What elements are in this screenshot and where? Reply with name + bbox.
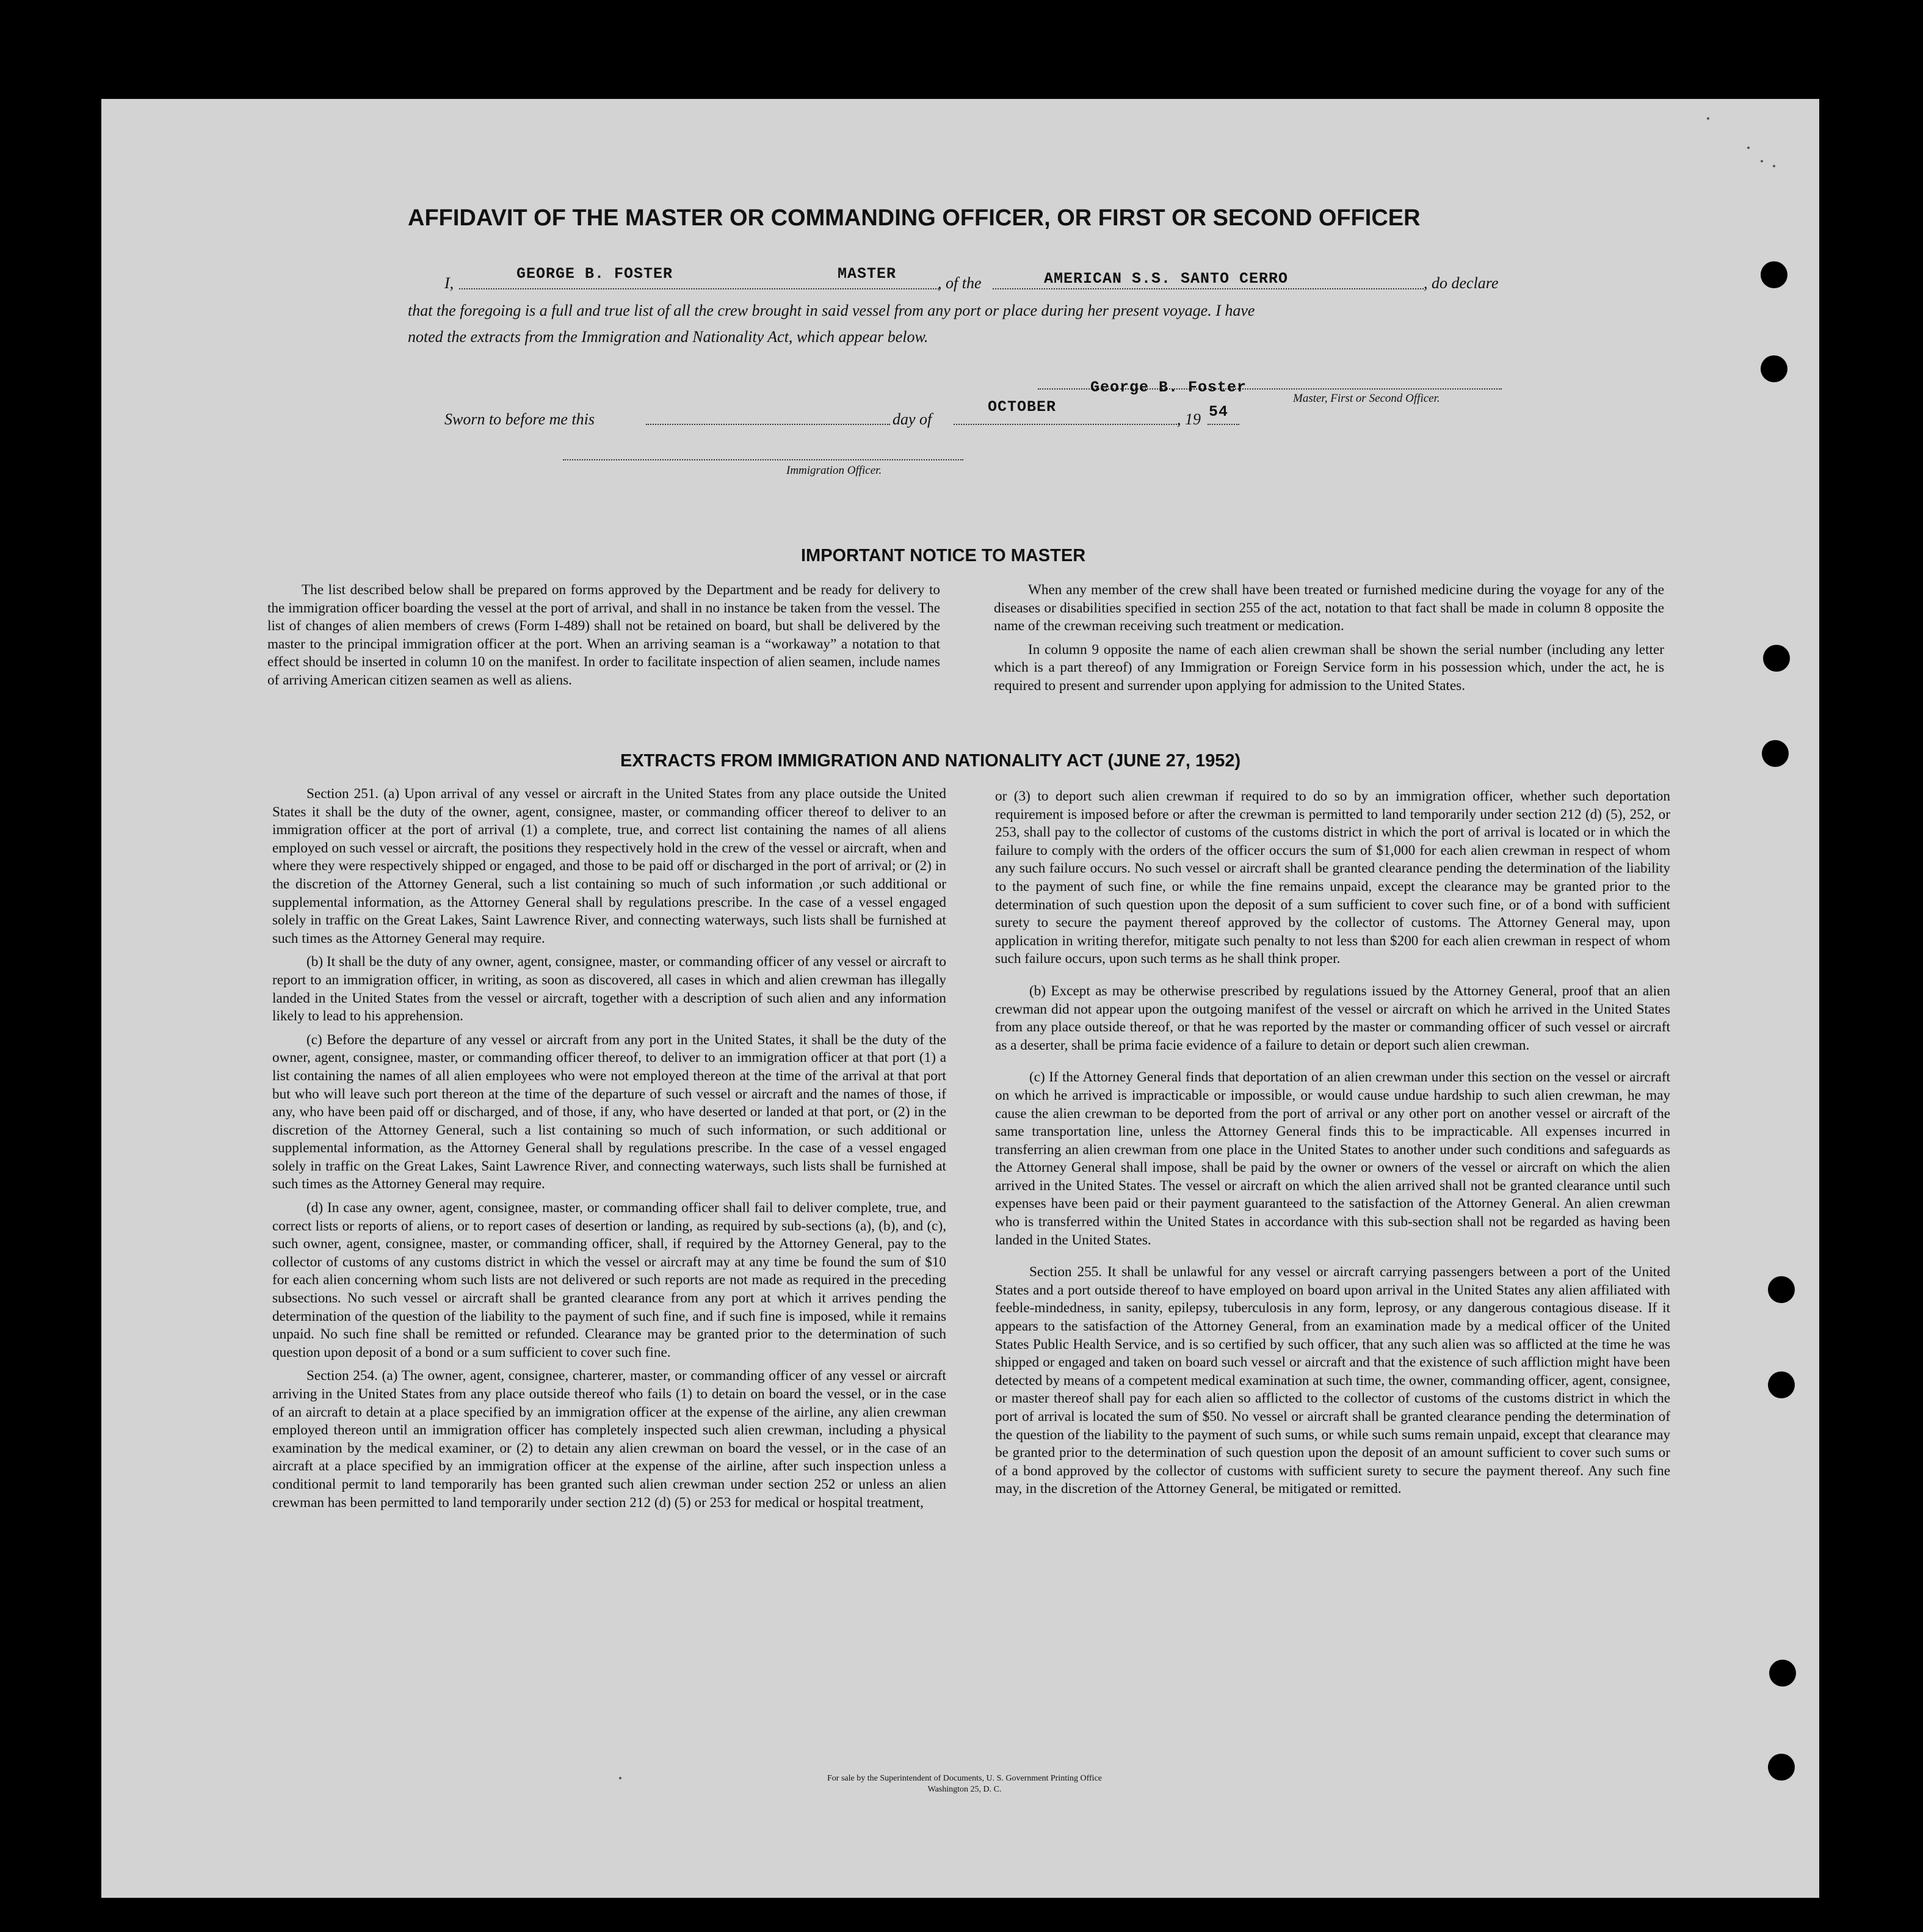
affidavit-title: AFFIDAVIT OF THE MASTER OR COMMANDING OFFICER, OR FIRST OR SECOND OFFICER bbox=[408, 205, 1421, 231]
notice-left-text: The list described below shall be prepared on forms approved by the Department and be ready for delivery to the immigration officer boarding the vessel at the port of arrival, and shall in no instance be taken from the vessel. The list of changes of alien members of crews (Form I-489) shall not be retained on board, but shall be delivered by the master to the principal immigration officer at the port. When an arriving seaman is a “workaway” a notation to that effect should be inserted in column 10 on the manifest. In order to facilitate inspection of alien seamen, include names of arriving American citizen seamen as well as aliens. bbox=[267, 582, 940, 688]
of-the-label: , of the bbox=[938, 274, 982, 292]
binder-hole bbox=[1768, 1371, 1795, 1398]
extracts-left-column bbox=[272, 785, 946, 1517]
year-typed: 54 bbox=[1209, 403, 1229, 421]
binder-hole bbox=[1762, 740, 1789, 767]
scan-speck bbox=[1707, 117, 1709, 120]
month-line bbox=[954, 424, 1179, 425]
footer-line-1: For sale by the Superintendent of Documents, U. S. Government Printing Office bbox=[827, 1774, 1102, 1783]
section-251-d: (d) In case any owner, agent, consignee, master, or commanding officer shall fail to deliver complete, true, and correct lists or reports of aliens, or to report cases of desertion or landing, as required by sub-sections (a), (b), and (c), such owner, agent, consignee, master, or commanding officer, shall, if required by the Attorney General, pay to the collector of customs of any customs district in which the vessel or aircraft may at any time be found the sum of $10 for each alien concerning whom such lists are not delivered or such reports are not made as required in the preceding subsections. No such vessel or aircraft shall be granted clearance from any port at which it arrives pending the determination of the question of the liability to the payment of such fine, and if such fine is imposed, while it remains unpaid. No such fine shall be remitted or refunded. Clearance may be granted prior to the determination of such question upon deposit of a bond or a sum sufficient to cover such fine. bbox=[272, 1200, 946, 1360]
month-typed: OCTOBER bbox=[988, 398, 1057, 416]
year-prefix: , 19 bbox=[1177, 410, 1201, 428]
declaration-line-2: that the foregoing is a full and true list of all the crew brought in said vessel from any port or place during her present voyage. I have bbox=[408, 302, 1255, 319]
scan-speck bbox=[1761, 160, 1763, 162]
name-rank-line bbox=[459, 288, 939, 289]
footer bbox=[696, 1773, 1233, 1795]
binder-hole bbox=[1768, 1754, 1795, 1781]
binder-hole bbox=[1761, 355, 1787, 382]
sworn-label: Sworn to before me this bbox=[444, 410, 595, 428]
section-251-c: (c) Before the departure of any vessel or aircraft from any port in the United States, it shall be the duty of the owner, agent, consignee, master, or commanding officer thereof, to deliver to an immigration officer at that port (1) a list containing the names of all alien employees who were not employed thereon at the time of the arrival at that port but who will leave such port thereon at the time of the departure of such vessel or aircraft and the names of those, if any, who have been paid off or discharged, and of those, if any, who have deserted or landed at that port, or (2) in the discretion of the Attorney General, such a list containing so much of such information, or such additional or supplemental information, as the Attorney General shall by regulations prescribe. In the case of a vessel engaged solely in traffic on the Great Lakes, Saint Lawrence River, and connecting waterways, such lists shall be furnished at such times as the Attorney General may require. bbox=[272, 1031, 946, 1193]
binder-hole bbox=[1761, 261, 1787, 288]
extracts-heading: EXTRACTS FROM IMMIGRATION AND NATIONALITY ACT (JUNE 27, 1952) bbox=[620, 751, 1241, 771]
do-declare-label: , do declare bbox=[1424, 274, 1499, 292]
master-name-typed: GEORGE B. FOSTER bbox=[516, 265, 673, 283]
section-251-b: (b) It shall be the duty of any owner, agent, consignee, master, or commanding officer of any vessel or aircraft to report to an immigration officer, in writing, as soon as discovered, all cases in which and alien crewman has illegally landed in the United States from the vessel or aircraft, together with a description of such alien and any information likely to lead to his apprehension. bbox=[272, 954, 946, 1025]
sworn-day-line bbox=[646, 424, 890, 425]
section-254-a-continued: or (3) to deport such alien crewman if required to do so by an immigration officer, whether such deportation requirement is imposed before or after the crewman is permitted to land temporarily under section 212 (d) (5), 252, or 253, shall pay to the collector of customs of the customs district in which the port of arrival is located or in which the failure to comply with the orders of the officer occurs the sum of $1,000 for each alien crewman in respect of whom any such failure occurs. No such vessel or aircraft shall be granted clearance pending the determination of the liability to the payment of such fine, or while the fine remains unpaid, except the clearance may be granted prior to the determination of such question upon the deposit of a sum sufficient to cover such fine, or of a bond with sufficient surety to secure the payment thereof approved by the collector of customs. The Attorney General may, upon application in writing therefor, mitigate such penalty to not less than $200 for each alien crewman in respect of whom such failure occurs, upon such terms as he shall think proper. bbox=[995, 788, 1670, 967]
notice-heading: IMPORTANT NOTICE TO MASTER bbox=[801, 546, 1086, 565]
scan-speck bbox=[1773, 165, 1775, 167]
notice-left-column bbox=[267, 581, 940, 695]
scan-speck bbox=[1747, 147, 1750, 149]
signature-caption: Master, First or Second Officer. bbox=[1293, 392, 1440, 405]
master-rank-typed: MASTER bbox=[838, 265, 897, 283]
section-254-b: (b) Except as may be otherwise prescribed by regulations issued by the Attorney General, proof that an alien crewman did not appear upon the outgoing manifest of the vessel or aircraft on which he arrived in the United States from any place outside thereof, or that he was reported by the master or commanding officer of such vessel or aircraft as a deserter, shall be prima facie evidence of a failure to detain or deport such alien crewman. bbox=[995, 982, 1670, 1053]
signature-typed: George B. Foster bbox=[1090, 379, 1247, 396]
immigration-officer-caption: Immigration Officer. bbox=[786, 464, 882, 477]
vessel-name-typed: AMERICAN S.S. SANTO CERRO bbox=[1044, 270, 1289, 288]
notice-right-text-2: In column 9 opposite the name of each alien crewman shall be shown the serial number (including any letter which is a part thereof) of any Immigration or Foreign Service form in his possession which, under the act, he is required to present and surrender upon applying for admission to the United States. bbox=[994, 641, 1664, 694]
year-line bbox=[1208, 424, 1239, 425]
binder-hole bbox=[1763, 645, 1790, 672]
immigration-officer-line bbox=[563, 459, 963, 460]
declaration-line-3: noted the extracts from the Immigration and Nationality Act, which appear below. bbox=[408, 328, 929, 346]
section-254-c: (c) If the Attorney General finds that deportation of an alien crewman under this section on the vessel or aircraft on which he arrived is impracticable or impossible, or would cause undue hardship to such alien crewman, he may cause the alien crewman to be deported from the port of arrival or any other port on another vessel or aircraft of the same transportation line, unless the Attorney General finds this to be impracticable. All expenses incurred in transferring an alien crewman from one place in the United States to another under such conditions and safeguards as the Attorney General shall impose, shall be paid by the owner or owners of the vessel or aircraft on which the alien arrived in the United States. The vessel or aircraft on which the alien arrived shall not be granted clearance until such expenses have been paid or their payment guaranteed to the satisfaction of the Attorney General. An alien crewman who is transferred within the United States in accordance with this sub-section shall not be regarded as having been landed in the United States. bbox=[995, 1069, 1670, 1248]
footer-line-2: Washington 25, D. C. bbox=[927, 1785, 1002, 1794]
section-254-a: Section 254. (a) The owner, agent, consignee, charterer, master, or commanding officer of any vessel or aircraft arriving in the United States from any place outside thereof who fails (1) to detain on board the vessel, or in the case of an aircraft to detain at a place specified by an immigration officer at the expense of the airline, any alien crewman employed thereon until an immigration officer has completely inspected such alien crewman, including a physical examination by the medical examiner, or (2) to detain any alien crewman on board the vessel, or in the case of an aircraft at a place specified by an immigration officer at the expense of the airline, after such inspection unless a conditional permit to land temporarily has been granted such alien crewman under section 252 or unless an alien crewman has been permitted to land temporarily under section 212 (d) (5) or 253 for medical or hospital treatment, bbox=[272, 1368, 946, 1511]
scan-speck bbox=[619, 1777, 621, 1779]
notice-right-column bbox=[994, 581, 1664, 701]
vessel-line bbox=[993, 288, 1424, 289]
extracts-right-column bbox=[995, 788, 1670, 1513]
day-of-label: day of bbox=[893, 410, 932, 428]
notice-right-text-1: When any member of the crew shall have been treated or furnished medicine during the voyage for any of the diseases or disabilities specified in section 255 of the act, notation to that fact shall be made in column 8 opposite the name of the crewman receiving such treatment or medication. bbox=[994, 582, 1664, 634]
binder-hole bbox=[1768, 1276, 1795, 1303]
i-label: I, bbox=[444, 274, 454, 292]
section-255: Section 255. It shall be unlawful for any vessel or aircraft carrying passengers between a port of the United States and a port outside thereof to have employed on board upon arrival in the United States any alien affiliated with feeble-mindedness, in sanity, epilepsy, tuberculosis in any form, leprosy, or any dangerous contagious disease. If it appears to the satisfaction of the Attorney General, from an examination made by a medical officer of the United States Public Health Service, and is so certified by such officer, that any such alien was so afflicted at the time he was shipped or engaged and taken on board such vessel or aircraft and that the existence of such affliction might have been detected by means of a competent medical examination at such time, the owner, commanding officer, agent, consignee, or master thereof shall pay for each alien so afflicted to the collector of customs of the customs district in which the port of arrival is located the sum of $50. No vessel or aircraft shall be granted clearance pending the determination of the question of the liability to the payment of such sums, or while such sums remain unpaid, except that clearance may be granted prior to the determination of such question upon the deposit of an amount sufficient to cover such sums or of a bond approved by the collector of customs with sufficient surety to secure the payment thereof. Any such fine may, in the discretion of the Attorney General, be mitigated or remitted. bbox=[995, 1264, 1670, 1497]
section-251-a: Section 251. (a) Upon arrival of any vessel or aircraft in the United States from any place outside the United States it shall be the duty of the owner, agent, consignee, master, or commanding officer thereof to deliver to an immigration officer at the port of arrival (1) a complete, true, and correct list containing the names of all aliens employed on such vessel or aircraft, the positions they respectively hold in the crew of the vessel or aircraft, when and where they were respectively shipped or engaged, and those to be paid off or discharged in the port of arrival; or (2) in the discretion of the Attorney General, such a list containing so much of such information ,or such additional or supplemental information, as the Attorney General shall by regulations prescribe. In the case of a vessel engaged solely in traffic on the Great Lakes, Saint Lawrence River, and connecting waterways, such lists shall be furnished at such times as the Attorney General may require. bbox=[272, 786, 946, 946]
binder-hole bbox=[1769, 1660, 1796, 1687]
